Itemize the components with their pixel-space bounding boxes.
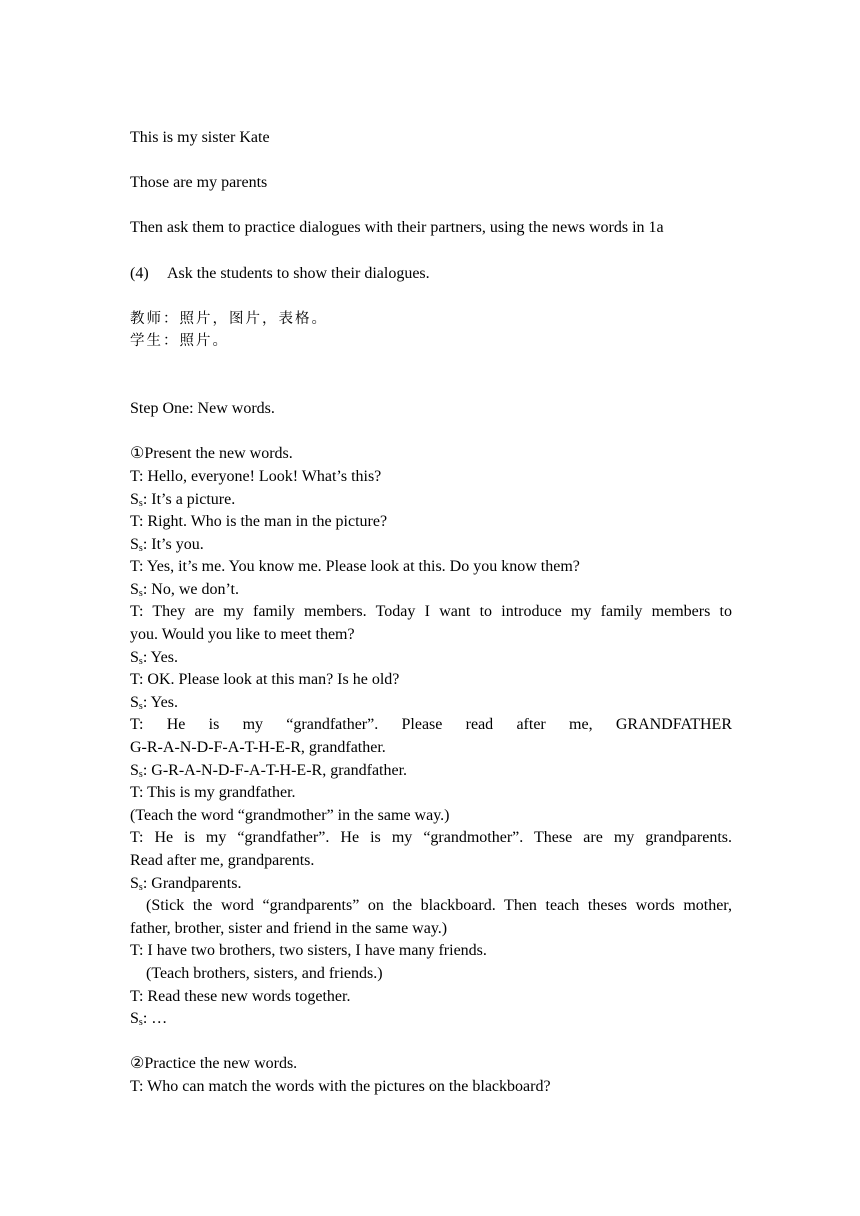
speaker-label: S [130, 693, 139, 711]
speaker-subscript: s [138, 655, 143, 667]
dialogue-line: T: He is my “grandfather”. Please read after me, GRANDFATHER [130, 716, 732, 734]
dialogue-line: T: Hello, everyone! Look! What’s this? [130, 467, 382, 485]
dialogue-line: T: I have two brothers, two sisters, I have many friends. [130, 942, 487, 960]
speaker-subscript: s [138, 768, 143, 780]
dialogue-line: T: Read these new words together. [130, 987, 351, 1005]
intro-line: Then ask them to practice dialogues with their partners, using the news words in 1a [130, 219, 664, 237]
speaker-subscript: s [138, 1017, 143, 1029]
speaker-label: S [130, 761, 139, 779]
document-body [130, 127, 732, 1099]
speaker-subscript: s [138, 587, 143, 599]
dialogue-line: T: OK. Please look at this man? Is he old? [130, 671, 400, 689]
chinese-teacher-line: 教师：照片，图片，表格。 [130, 310, 328, 327]
dialogue-line: G-R-A-N-D-F-A-T-H-E-R, grandfather. [130, 739, 386, 757]
item-text: Ask the students to show their dialogues. [167, 264, 430, 282]
dialogue-line: (Teach the word “grandmother” in the same way.) [130, 806, 450, 824]
dialogue-line: $S_s$: Grandparents. [130, 874, 242, 893]
speaker-subscript: s [138, 542, 143, 554]
speaker-label: S [130, 1010, 139, 1028]
speaker-subscript: s [138, 700, 143, 712]
dialogue-line: Read after me, grandparents. [130, 852, 315, 869]
part-title: ①Present the new words. [130, 445, 293, 463]
speaker-label: S [130, 648, 139, 666]
intro-line: This is my sister Kate [130, 129, 270, 146]
dialogue-line: (Stick the word “grandparents” on the blackboard. Then teach theses words mother, [146, 897, 732, 915]
dialogue-line: T: This is my grandfather. [130, 784, 296, 802]
dialogue-line: $S_s$: No, we don’t. [130, 580, 239, 599]
dialogue-line: T: They are my family members. Today I want to introduce my family members to [130, 603, 732, 621]
numbered-item [130, 263, 732, 286]
dialogue-line: $S_s$: … [130, 1010, 168, 1029]
dialogue-line: $S_s$: G-R-A-N-D-F-A-T-H-E-R, grandfather. [130, 761, 408, 780]
dialogue-line: T: Yes, it’s me. You know me. Please look at this. Do you know them? [130, 558, 580, 576]
intro-line: Those are my parents [130, 174, 268, 192]
dialogue-line: father, brother, sister and friend in the same way.) [130, 919, 448, 937]
speaker-label: S [130, 874, 139, 892]
dialogue-line: $S_s$: Yes. [130, 648, 178, 667]
dialogue-line: $S_s$: It’s you. [130, 535, 204, 554]
dialogue-line: T: He is my “grandfather”. He is my “grandmother”. These are my grandparents. [130, 829, 732, 847]
speaker-label: S [130, 535, 139, 553]
dialogue-line: T: Right. Who is the man in the picture? [130, 513, 388, 531]
dialogue-line: you. Would you like to meet them? [130, 626, 355, 644]
speaker-subscript: s [138, 497, 143, 509]
dialogue-line: $S_s$: Yes. [130, 693, 178, 712]
chinese-student-line: 学生：照片。 [130, 333, 229, 350]
dialogue-line: T: Who can match the words with the pictures on the blackboard? [130, 1077, 551, 1095]
speaker-label: S [130, 490, 139, 508]
speaker-label: S [130, 580, 139, 598]
part-title: ②Practice the new words. [130, 1055, 298, 1073]
speaker-subscript: s [138, 881, 143, 893]
item-number: (4) [130, 264, 149, 282]
dialogue-line: (Teach brothers, sisters, and friends.) [146, 964, 383, 982]
step-title: Step One: New words. [130, 400, 275, 418]
dialogue-line: $S_s$: It’s a picture. [130, 490, 236, 509]
